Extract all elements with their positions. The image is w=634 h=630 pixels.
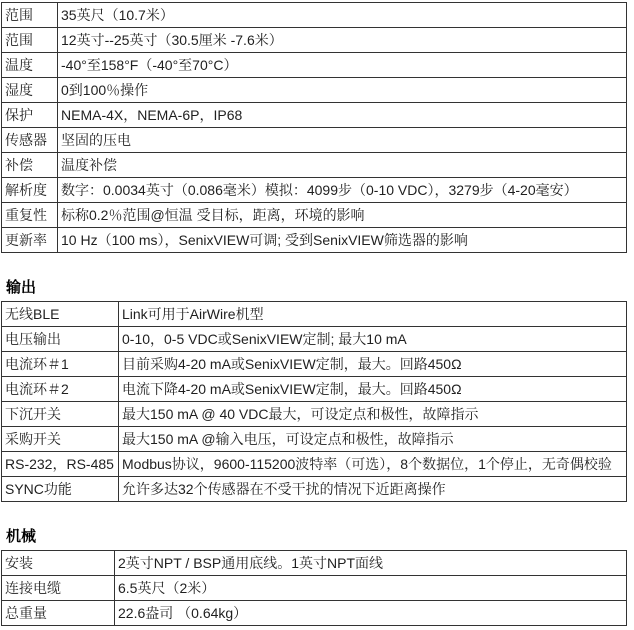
spec-value: 坚固的压电: [58, 128, 627, 153]
spec-label: 无线BLE: [2, 302, 119, 327]
spec-value: 标称0.2％范围@恒温 受目标，距离，环境的影响: [58, 203, 627, 228]
spec-value: 0到100％操作: [58, 78, 627, 103]
output-specs-table: [1, 301, 627, 502]
spec-row: [2, 352, 627, 377]
mechanical-specs-table: [1, 550, 627, 626]
spec-value: Link可用于AirWire机型: [119, 302, 627, 327]
spec-value: Modbus协议，9600-115200波特率（可选），8个数据位，1个停止，无奇偶校验: [119, 452, 627, 477]
spec-row: [2, 551, 627, 576]
spec-label: 下沉开关: [2, 402, 119, 427]
spec-row: [2, 3, 627, 28]
spec-row: [2, 601, 627, 626]
spec-value: 数字：0.0034英寸（0.086毫米）模拟：4099步（0-10 VDC），3279步（4-20毫安）: [58, 178, 627, 203]
spec-row: [2, 78, 627, 103]
output-specs-rows: [2, 302, 627, 502]
spec-row: [2, 377, 627, 402]
spec-row: [2, 203, 627, 228]
spec-value: 目前采购4-20 mA或SenixVIEW定制，最大。回路450Ω: [119, 352, 627, 377]
spec-label: 总重量: [2, 601, 115, 626]
spec-value: 允许多达32个传感器在不受干扰的情况下近距离操作: [119, 477, 627, 502]
spec-value: 0-10，0-5 VDC或SenixVIEW定制; 最大10 mA: [119, 327, 627, 352]
spec-row: [2, 178, 627, 203]
spec-label: 采购开关: [2, 427, 119, 452]
section-title-output: 输出: [6, 279, 37, 296]
spec-value: 22.6盎司 （0.64kg）: [115, 601, 627, 626]
spec-value: 最大150 mA @输入电压，可设定点和极性，故障指示: [119, 427, 627, 452]
spec-label: 传感器: [2, 128, 58, 153]
spec-row: [2, 477, 627, 502]
spec-label: 保护: [2, 103, 58, 128]
spec-row: [2, 427, 627, 452]
mechanical-specs-rows: [2, 551, 627, 626]
spec-value: -40°至158°F（-40°至70°C）: [58, 53, 627, 78]
spec-value: 2英寸NPT / BSP通用底线。1英寸NPT面线: [115, 551, 627, 576]
spec-label: 温度: [2, 53, 58, 78]
general-specs-table: [1, 2, 627, 253]
spec-row: [2, 128, 627, 153]
spec-value: 最大150 mA @ 40 VDC最大，可设定点和极性，故障指示: [119, 402, 627, 427]
spec-label: 补偿: [2, 153, 58, 178]
spec-row: [2, 53, 627, 78]
spec-row: [2, 228, 627, 253]
spec-value: 温度补偿: [58, 153, 627, 178]
spec-label: 安装: [2, 551, 115, 576]
spec-label: 电压输出: [2, 327, 119, 352]
spec-label: RS-232，RS-485: [2, 452, 119, 477]
spec-label: 电流环＃1: [2, 352, 119, 377]
spec-value: 35英尺（10.7米）: [58, 3, 627, 28]
spec-row: [2, 103, 627, 128]
general-specs-rows: [2, 3, 627, 253]
spec-label: 解析度: [2, 178, 58, 203]
spec-label: 重复性: [2, 203, 58, 228]
spec-value: 6.5英尺（2米）: [115, 576, 627, 601]
spec-value: 10 Hz（100 ms），SenixVIEW可调; 受到SenixVIEW筛选器的影响: [58, 228, 627, 253]
section-title-mechanical: 机械: [6, 528, 37, 545]
spec-label: 范围: [2, 28, 58, 53]
spec-row: [2, 327, 627, 352]
spec-row: [2, 28, 627, 53]
spec-label: SYNC功能: [2, 477, 119, 502]
spec-row: [2, 576, 627, 601]
spec-row: [2, 153, 627, 178]
spec-label: 更新率: [2, 228, 58, 253]
spec-label: 范围: [2, 3, 58, 28]
spec-value: 12英寸--25英寸（30.5厘米 -7.6米）: [58, 28, 627, 53]
spec-row: [2, 302, 627, 327]
spec-row: [2, 402, 627, 427]
spec-label: 连接电缆: [2, 576, 115, 601]
spec-label: 电流环＃2: [2, 377, 119, 402]
spec-row: [2, 452, 627, 477]
spec-value: 电流下降4-20 mA或SenixVIEW定制，最大。回路450Ω: [119, 377, 627, 402]
spec-label: 湿度: [2, 78, 58, 103]
spec-value: NEMA-4X，NEMA-6P，IP68: [58, 103, 627, 128]
